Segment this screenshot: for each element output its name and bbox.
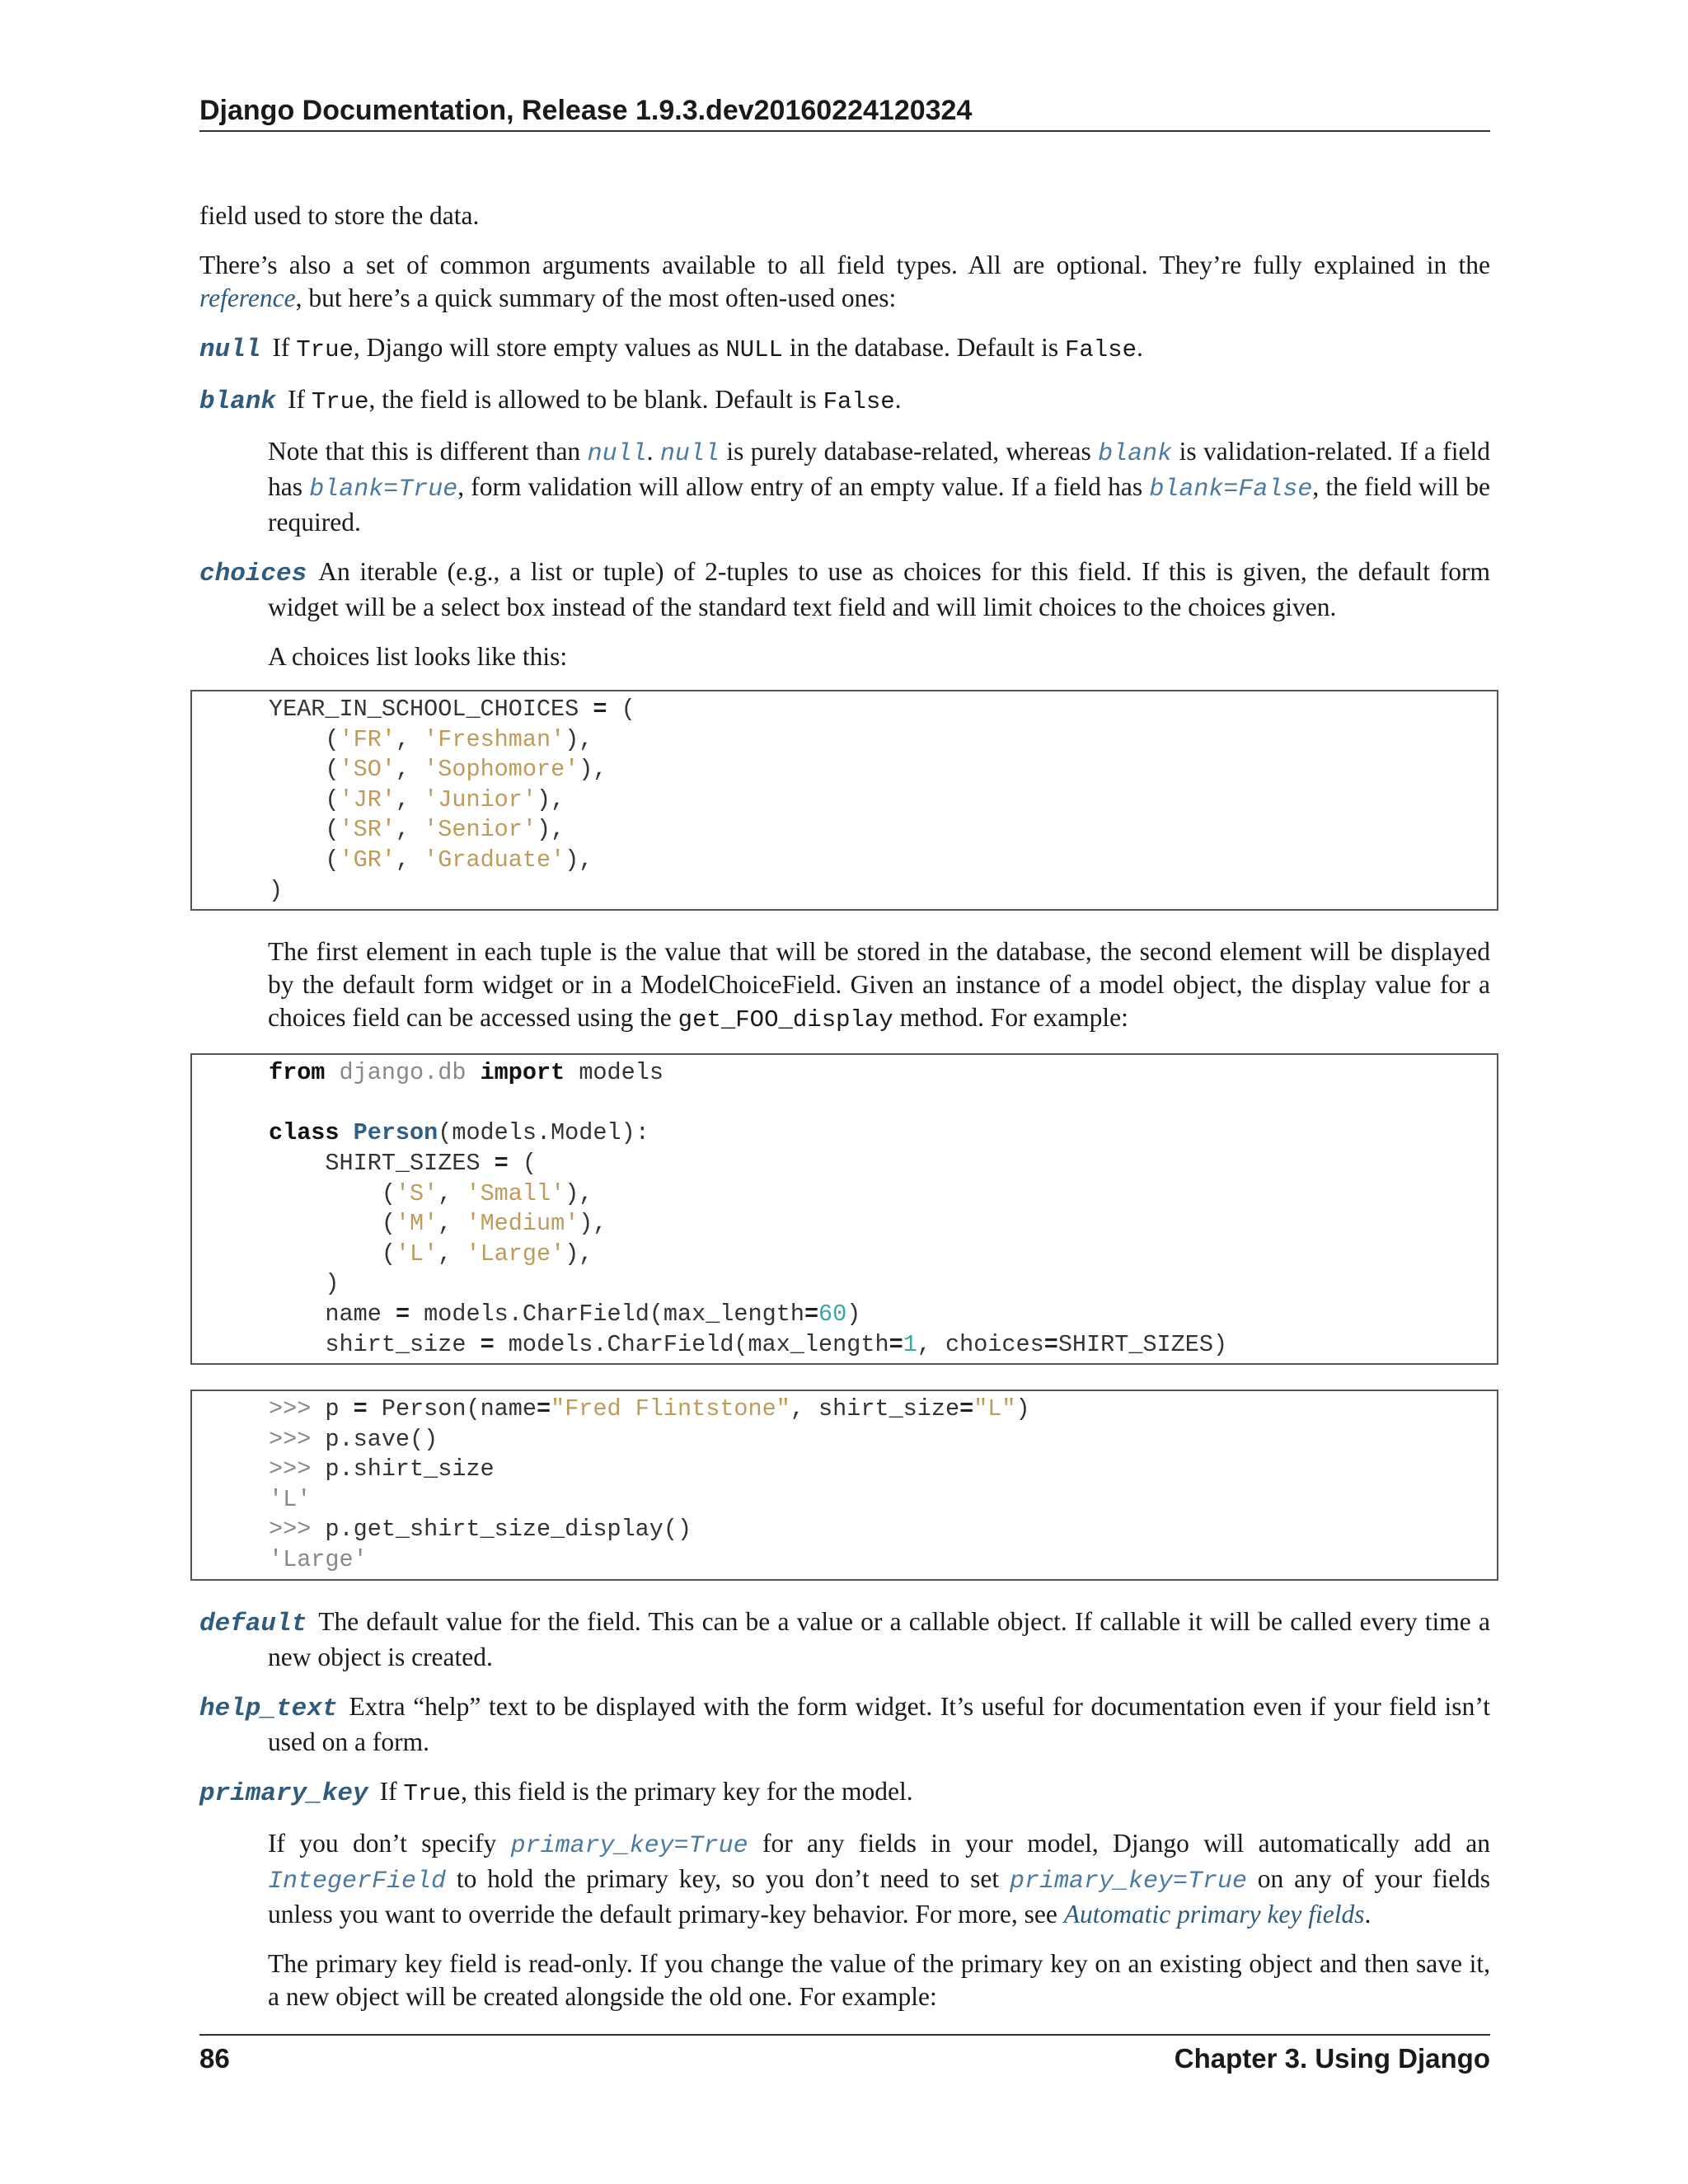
- intro-line: field used to store the data.: [199, 201, 480, 230]
- code-block-choices: YEAR_IN_SCHOOL_CHOICES = ( ('FR', 'Freshman'), ('SO', 'Sophomore'), ('JR', 'Junior'), ('SR', 'Senior'), ('GR', 'Graduate'), ): [190, 690, 1498, 911]
- term-primary-key: primary_key: [199, 1779, 368, 1808]
- term-default: default: [199, 1609, 307, 1638]
- field-null: null If True, Django will store empty values as NULL in the database. Default is False.: [199, 333, 1143, 364]
- ref-blank[interactable]: blank: [1098, 440, 1173, 468]
- term-null: null: [199, 335, 261, 364]
- primary-key-paragraph-2: The primary key field is read-only. If you change the value of the primary key on an existing object and then save it, a new object will be created alongside the old one. For example:: [268, 1948, 1490, 2011]
- page-content: [199, 199, 1490, 2030]
- code-block-shell: >>> p = Person(name="Fred Flintstone", shirt_size="L") >>> p.save() >>> p.shirt_size 'L' >>> p.get_shirt_size_display() 'Large': [190, 1390, 1498, 1581]
- running-header: Django Documentation, Release 1.9.3.dev20160224120324: [199, 92, 1490, 132]
- primary-key-paragraph-1: If you don’t specify primary_key=True for any fields in your model, Django will automatically add an IntegerField to hold the primary key, so you don’t need to set primary_key=True on any of your fields unless you want to override the default primary-key behavior. For more, see Automatic primary key fields.: [268, 1828, 1490, 1929]
- ref-blank-true[interactable]: blank=True: [309, 476, 458, 504]
- field-choices: choices An iterable (e.g., a list or tuple) of 2-tuples to use as choices for this field. If this is given, the default form widget will be a select box instead of the standard text field and will limit choices to the choices given.: [199, 557, 1490, 621]
- field-default: default The default value for the field. This can be a value or a callable object. If callable it will be called every time a new object is created.: [199, 1606, 1490, 1671]
- ref-null-2[interactable]: null: [659, 440, 720, 468]
- page-footer: [199, 2034, 1490, 2077]
- term-help-text: help_text: [199, 1694, 338, 1723]
- term-choices: choices: [199, 560, 307, 588]
- page-number: 86: [199, 2043, 230, 2074]
- ref-primary-key-true[interactable]: primary_key=True: [510, 1831, 748, 1860]
- choices-list-intro: A choices list looks like this:: [268, 642, 568, 671]
- field-blank: blank If True, the field is allowed to be blank. Default is False.: [199, 385, 902, 416]
- term-blank: blank: [199, 387, 277, 416]
- reference-link[interactable]: reference: [199, 284, 296, 312]
- chapter-title: Chapter 3. Using Django: [1174, 2043, 1490, 2074]
- choices-explanation: The first element in each tuple is the value that will be stored in the database, the second element will be displayed by the default form widget or in a ModelChoiceField. Given an instance of a model object, the display value for a choices field can be accessed using the get_FOO_display method. For example:: [268, 937, 1490, 1034]
- blank-note: Note that this is different than null. null is purely database-related, whereas blank is validation-related. If a field has blank=True, form validation will allow entry of an empty value. If a field has blank=False, the field will be required.: [268, 437, 1490, 537]
- ref-integerfield[interactable]: IntegerField: [268, 1867, 447, 1896]
- field-primary-key: primary_key If True, this field is the primary key for the model.: [199, 1776, 913, 1808]
- intro-paragraph: There’s also a set of common arguments available to all field types. All are optional. They’re fully explained in the reference, but here’s a quick summary of the most often-used ones:: [199, 251, 1490, 312]
- code-block-model: from django.db import models class Person(models.Model): SHIRT_SIZES = ( ('S', 'Small'), ('M', 'Medium'), ('L', 'Large'), ) name = models.CharField(max_length=60) shirt_size = models.CharField(max_length=1, choices=SHIRT_SIZES): [190, 1053, 1498, 1365]
- field-help-text: help_text Extra “help” text to be displayed with the form widget. It’s useful for documentation even if your field isn’t used on a form.: [199, 1691, 1490, 1756]
- ref-primary-key-true-2[interactable]: primary_key=True: [1009, 1867, 1247, 1896]
- ref-null[interactable]: null: [587, 440, 647, 468]
- ref-blank-false[interactable]: blank=False: [1149, 476, 1313, 504]
- automatic-primary-key-link[interactable]: Automatic primary key fields: [1063, 1899, 1365, 1929]
